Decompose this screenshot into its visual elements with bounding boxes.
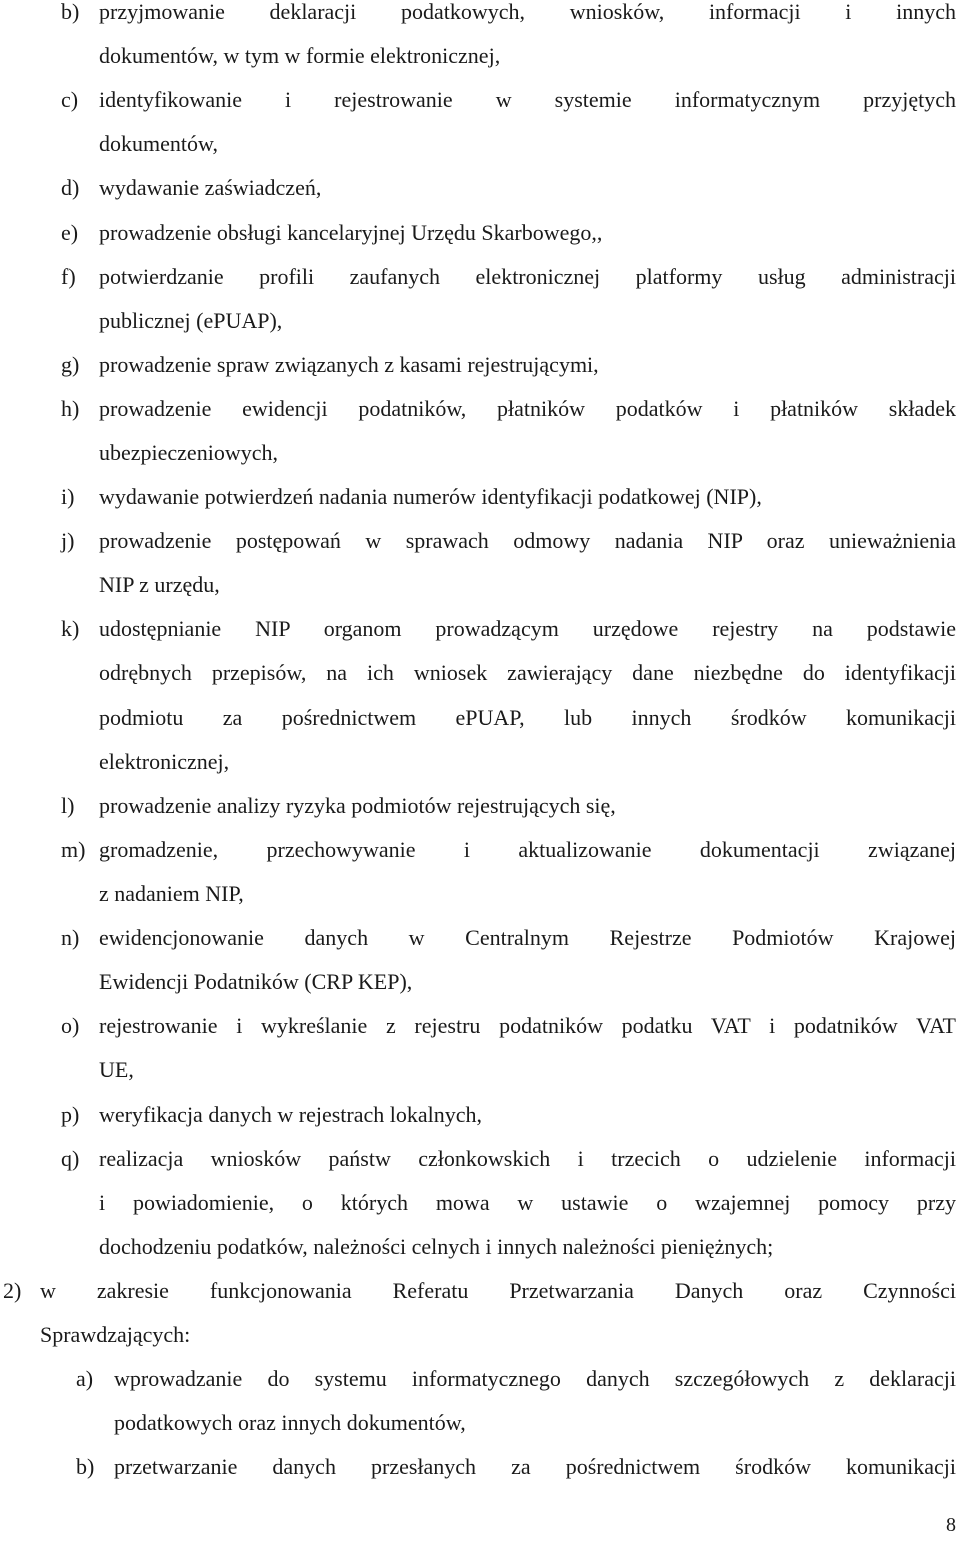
list-item-text-line: prowadzenie obsługi kancelaryjnej Urzędu Skarbowego,,	[99, 219, 603, 245]
list-item-label: q)	[61, 1145, 80, 1171]
list-item-text-line: elektronicznej,	[99, 748, 230, 774]
list-item-label: l)	[61, 792, 75, 818]
list-item-text-line: dokumentów,	[99, 131, 218, 157]
list-item-label: h)	[61, 395, 80, 421]
list-item-label: j)	[61, 528, 75, 554]
list-item-text-line: prowadzenie spraw związanych z kasami rejestrującymi,	[99, 351, 599, 377]
list-item-text-line: prowadzenie postępowań w sprawach odmowy nadania NIP oraz unieważnienia	[99, 528, 956, 554]
list-item-label: b)	[76, 1454, 95, 1480]
list-item-text-line: Ewidencji Podatników (CRP KEP),	[99, 969, 413, 995]
list-item-text-line: dokumentów, w tym w formie elektronicznej,	[99, 43, 501, 69]
list-item-text-line: identyfikowanie i rejestrowanie w systemie informatycznym przyjętych	[99, 87, 956, 113]
list-item-label: c)	[61, 87, 79, 113]
list-item-text-line: z nadaniem NIP,	[99, 880, 244, 906]
list-item-label: i)	[61, 484, 75, 510]
list-item-label: m)	[61, 836, 86, 862]
list-item-text-line: prowadzenie ewidencji podatników, płatników podatków i płatników składek	[99, 395, 956, 421]
list-item-text-line: weryfikacja danych w rejestrach lokalnych,	[99, 1101, 482, 1127]
list-item-text-line: udostępnianie NIP organom prowadzącym urzędowe rejestry na podstawie	[99, 616, 956, 642]
list-item-label: d)	[61, 175, 80, 201]
list-item-text-line: wydawanie potwierdzeń nadania numerów identyfikacji podatkowej (NIP),	[99, 484, 762, 510]
list-item-label: o)	[61, 1013, 80, 1039]
list-item-label: f)	[61, 263, 76, 289]
list-item-label: g)	[61, 351, 80, 377]
list-item-label: p)	[61, 1101, 80, 1127]
list-item-text-line: ubezpieczeniowych,	[99, 439, 278, 465]
list-item-text-line: UE,	[99, 1057, 134, 1083]
page-number: 8	[946, 1514, 956, 1536]
list-item-text-line: dochodzeniu podatków, należności celnych i innych należności pieniężnych;	[99, 1233, 774, 1259]
list-item-text-line: rejestrowanie i wykreślanie z rejestru podatników podatku VAT i podatników VAT	[99, 1013, 956, 1039]
list-item-text-line: wydawanie zaświadczeń,	[99, 175, 322, 201]
list-item-text-line: Sprawdzających:	[40, 1321, 191, 1347]
list-item-label: n)	[61, 925, 80, 951]
list-item-label: e)	[61, 219, 79, 245]
list-item-text-line: przetwarzanie danych przesłanych za pośrednictwem środków komunikacji	[114, 1454, 956, 1480]
list-item-text-line: potwierdzanie profili zaufanych elektronicznej platformy usług administracji	[99, 263, 956, 289]
list-item-text-line: gromadzenie, przechowywanie i aktualizowanie dokumentacji związanej	[99, 836, 956, 862]
list-item-text-line: podatkowych oraz innych dokumentów,	[114, 1410, 466, 1436]
list-item-text-line: odrębnych przepisów, na ich wniosek zawierający dane niezbędne do identyfikacji	[99, 660, 956, 686]
list-item-text-line: i powiadomienie, o których mowa w ustawie o wzajemnej pomocy przy	[99, 1189, 956, 1215]
list-item-label: k)	[61, 616, 80, 642]
list-item-text-line: publicznej (ePUAP),	[99, 307, 283, 333]
list-item-text-line: prowadzenie analizy ryzyka podmiotów rejestrujących się,	[99, 792, 616, 818]
list-item-text-line: podmiotu za pośrednictwem ePUAP, lub innych środków komunikacji	[99, 704, 956, 730]
list-item-text-line: w zakresie funkcjonowania Referatu Przetwarzania Danych oraz Czynności	[40, 1277, 956, 1303]
list-item-label: a)	[76, 1366, 94, 1392]
list-item-text-line: ewidencjonowanie danych w Centralnym Rejestrze Podmiotów Krajowej	[99, 925, 956, 951]
list-item-label: 2)	[3, 1277, 22, 1303]
list-item-text-line: NIP z urzędu,	[99, 572, 220, 598]
list-item-text-line: wprowadzanie do systemu informatycznego danych szczegółowych z deklaracji	[114, 1366, 956, 1392]
list-item-text-line: przyjmowanie deklaracji podatkowych, wniosków, informacji i innych	[99, 0, 956, 24]
list-item-text-line: realizacja wniosków państw członkowskich i trzecich o udzielenie informacji	[99, 1145, 956, 1171]
list-item-label: b)	[61, 0, 80, 24]
